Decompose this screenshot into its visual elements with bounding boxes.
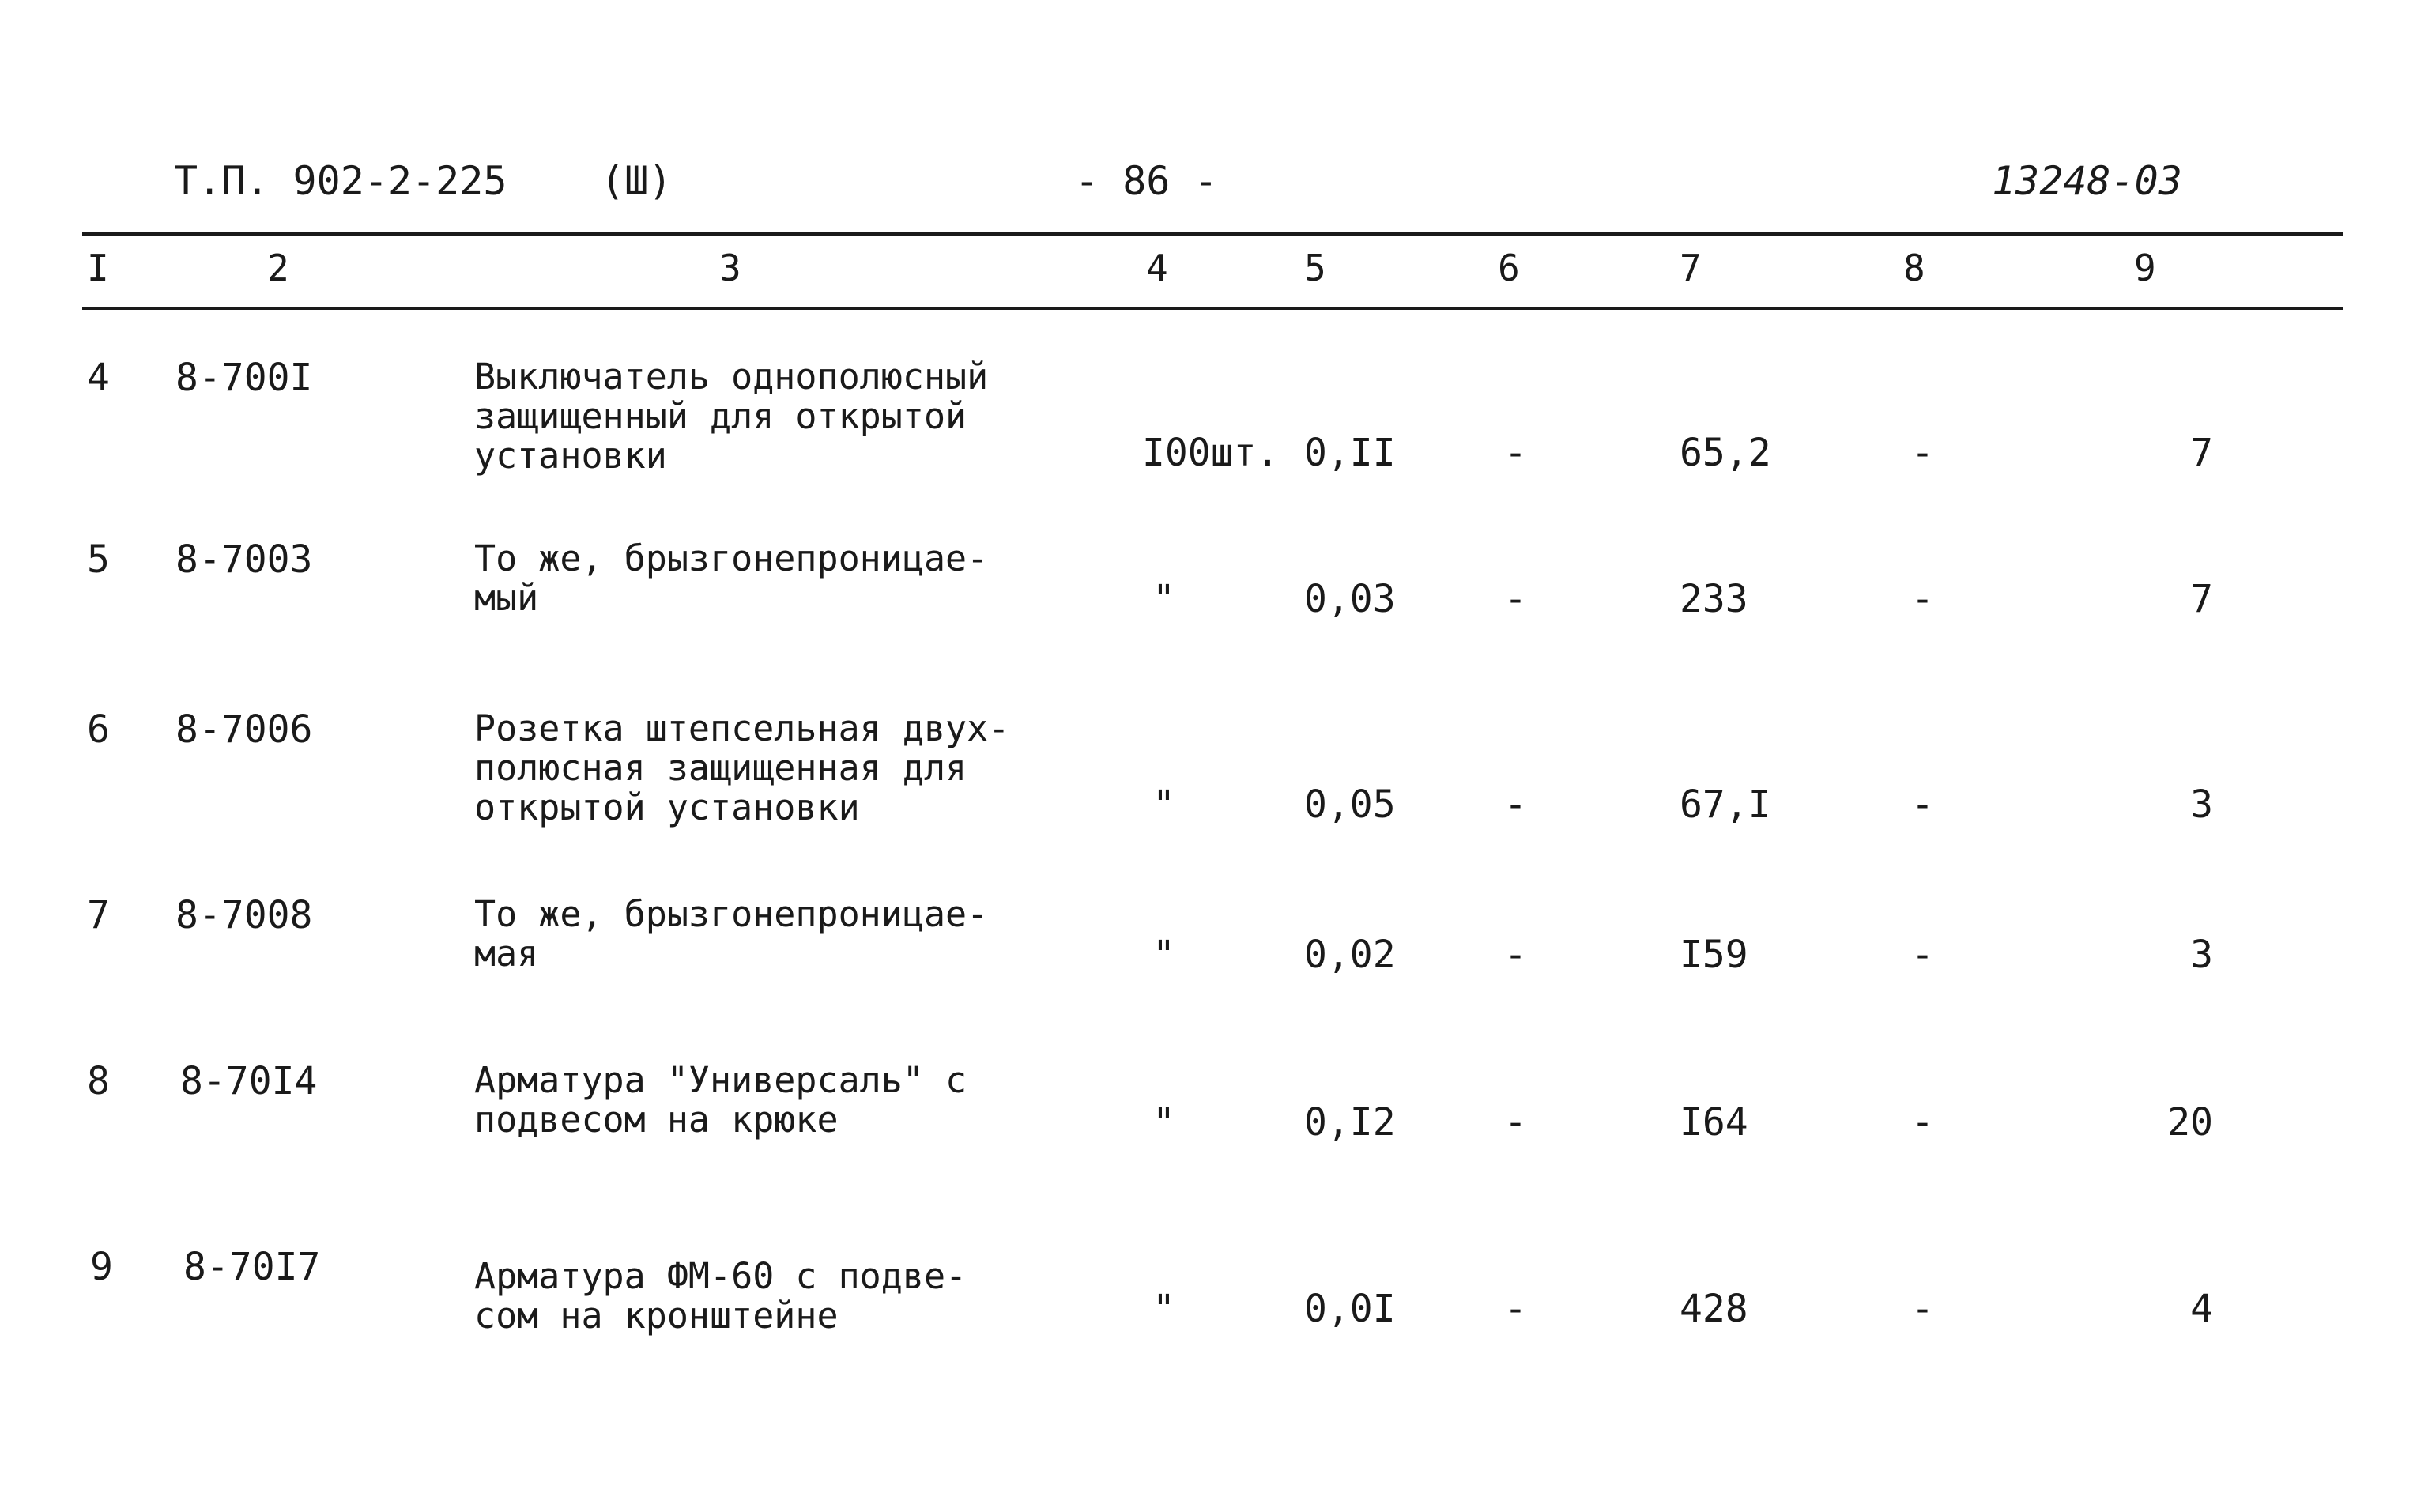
header-rule-bottom [82,307,2343,310]
sheet-code: 13248-03 [1992,158,2182,204]
column-number-7: 7 [1680,247,1702,289]
unit: " [1152,1287,1175,1331]
column-8-value: - [1911,577,1934,621]
column-number-9: 9 [2134,247,2156,289]
column-9-value: 20 [2167,1100,2213,1144]
document-code: Т.П. 902-2-225 [174,158,507,204]
column-7-value: I64 [1680,1100,1748,1144]
column-number-3: 3 [719,247,741,289]
column-number-5: 5 [1304,247,1326,289]
column-number-1: I [87,247,109,289]
column-7-value: I59 [1680,933,1748,977]
column-6-value: - [1504,933,1527,977]
price-code: 8-70I7 [183,1245,321,1289]
column-8-value: - [1911,933,1934,977]
price-code: 8-70I4 [180,1059,318,1103]
price-code: 8-7003 [175,537,313,582]
unit: " [1152,577,1175,621]
column-6-value: - [1504,782,1527,827]
quantity: 0,02 [1304,933,1396,977]
unit: " [1152,933,1175,977]
unit: I00шт. [1142,431,1280,475]
unit: " [1152,782,1175,827]
column-8-value: - [1911,431,1934,475]
quantity: 0,I2 [1304,1100,1396,1144]
header-rule-top [82,232,2343,236]
row-number: 5 [87,537,110,582]
column-7-value: 233 [1680,577,1748,621]
column-6-value: - [1504,1287,1527,1331]
column-6-value: - [1504,1100,1527,1144]
price-code: 8-700I [175,356,313,400]
row-number: 8 [87,1059,110,1103]
column-number-2: 2 [267,247,289,289]
column-7-value: 67,I [1680,782,1771,827]
column-7-value: 428 [1680,1287,1748,1331]
column-8-value: - [1911,1287,1934,1331]
column-number-4: 4 [1146,247,1168,289]
price-code: 8-7008 [175,893,313,937]
quantity: 0,0I [1304,1287,1396,1331]
item-description: Арматура "Универсаль" с подвесом на крюке [474,1059,967,1141]
row-number: 4 [87,356,110,400]
item-description: То же, брызгонепроницае- мая [474,893,989,975]
item-description: Арматура ФМ-60 с подве- сом на кронштейне [474,1255,967,1337]
unit: " [1152,1100,1175,1144]
column-8-value: - [1911,1100,1934,1144]
column-number-6: 6 [1498,247,1520,289]
column-9-value: 3 [2190,933,2213,977]
column-9-value: 4 [2190,1287,2213,1331]
column-9-value: 3 [2190,782,2213,827]
row-number: 6 [87,707,110,752]
item-description: То же, брызгонепроницае- мый [474,537,989,619]
column-8-value: - [1911,782,1934,827]
row-number: 7 [87,893,110,937]
column-7-value: 65,2 [1680,431,1771,475]
page-number: - 86 - [1075,158,1218,204]
column-6-value: - [1504,431,1527,475]
item-description: Розетка штепсельная двух- полюсная защищенная для открытой установки [474,707,1010,828]
quantity: 0,II [1304,431,1396,475]
column-number-8: 8 [1903,247,1925,289]
column-6-value: - [1504,577,1527,621]
quantity: 0,05 [1304,782,1396,827]
quantity: 0,03 [1304,577,1396,621]
volume-label: (Ш) [601,158,673,204]
price-code: 8-7006 [175,707,313,752]
column-9-value: 7 [2190,431,2213,475]
row-number: 9 [90,1245,113,1289]
item-description: Выключатель однополюсный защищенный для открытой установки [474,356,989,477]
column-9-value: 7 [2190,577,2213,621]
